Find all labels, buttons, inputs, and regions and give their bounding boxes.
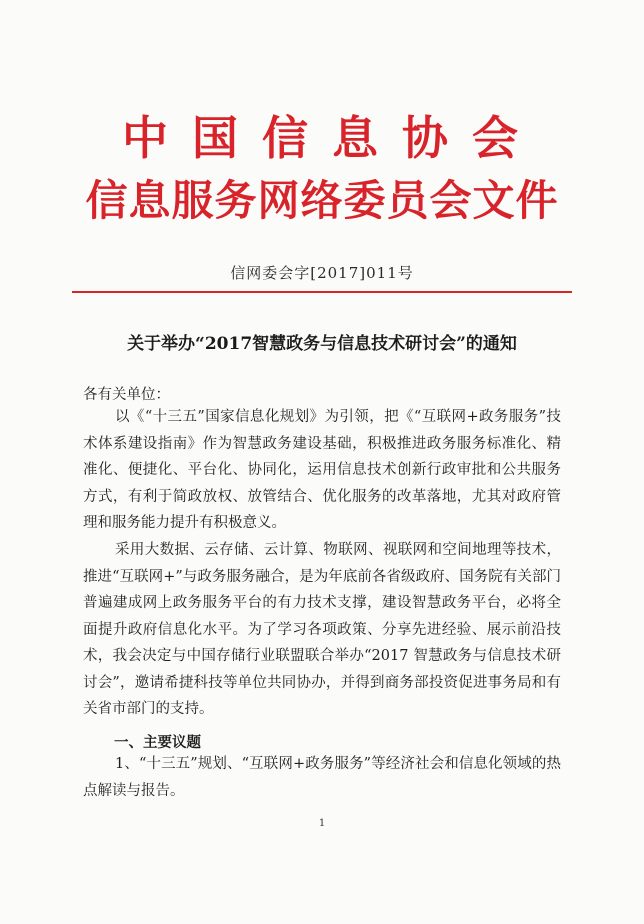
topic-item-1: 1、“十三五”规划、“互联网+政务服务”等经济社会和信息化领域的热点解读与报告。 bbox=[83, 756, 561, 799]
notice-title: 关于举办“2017智慧政务与信息技术研讨会”的通知 bbox=[127, 334, 517, 354]
section-heading-topics: 一、主要议题 bbox=[114, 734, 201, 751]
org-name-line2: 信息服务网络委员会文件 bbox=[85, 176, 559, 225]
red-divider bbox=[72, 291, 572, 293]
paragraph-2: 采用大数据、云存储、云计算、物联网、视联网和空间地理等技术，推进“互联网+”与政务服务融合，是为年底前各省级政府、国务院有关部门普遍建成网上政务服务平台的有力技术支撑，建设智慧政务平台，必将全面提升政府信息化水平。为了学习各项政策、分享先进经验、展示前沿技术，我会决定与中国存储行业联盟联合举办“2017 智慧政务与信息技术研讨会”，邀请希捷科技等单位共同协办，并得到商务部投资促进事务局和有关省市部门的支持。 bbox=[83, 542, 561, 717]
paragraph-1: 以《“十三五”国家信息化规划》为引领，把《“互联网+政务服务”技术体系建设指南》作为智慧政务建设基础，积极推进政务服务标准化、精准化、便捷化、平台化、协同化，运用信息技术创新行政审批和公共服务方式，有利于简政放权、放管结合、优化服务的改革落地，尤其对政府管理和服务能力提升有积极意义。 bbox=[83, 409, 561, 531]
document-number: 信网委会字[2017]011号 bbox=[230, 264, 414, 282]
page-number: 1 bbox=[318, 818, 326, 829]
salutation: 各有关单位： bbox=[83, 387, 170, 403]
org-name-line1: 中国信息协会 bbox=[122, 111, 542, 165]
